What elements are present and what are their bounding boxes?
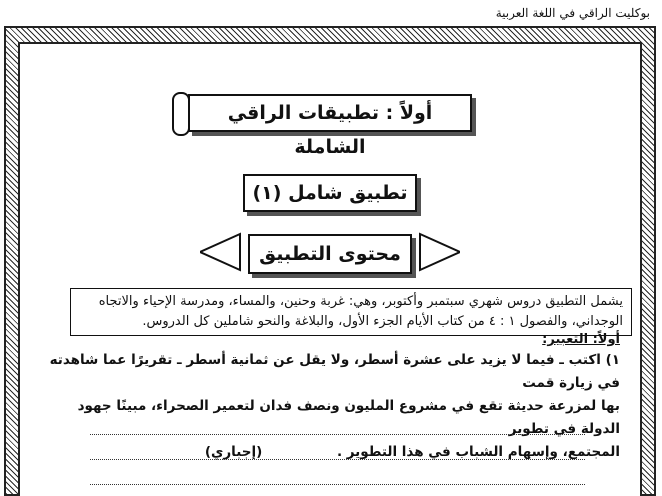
sub-banner-wrap xyxy=(20,174,640,212)
content-line-2: الوجداني، والفصول ١ : ٤ من كتاب الأيام الجزء الأول، والبلاغة والنحو شاملين كل الدروس. xyxy=(142,314,623,329)
section-title: أولاً: التعبير: xyxy=(542,332,620,347)
page-frame xyxy=(4,26,656,496)
sub-banner-title: تطبيق شامل (١) xyxy=(252,182,408,204)
question-line-1: ١) اكتب ـ فيما لا يزيد على عشرة أسطر، ولا يقل عن ثمانية أسطر ـ تقريرًا عما شاهدته في زيارة قمت xyxy=(49,352,620,391)
question-line-3 xyxy=(40,441,620,464)
content-banner-title: محتوى التطبيق xyxy=(259,243,401,265)
main-banner-title: أولاً : تطبيقات الراقي الشاملة xyxy=(227,102,433,158)
main-banner xyxy=(188,94,472,158)
content-banner-wrap xyxy=(20,234,640,274)
mandatory-tag: (إجباري) xyxy=(204,444,263,460)
answer-line-1[interactable] xyxy=(90,434,585,435)
answer-line-2[interactable] xyxy=(90,459,585,460)
content-line-1: يشمل التطبيق دروس شهري سبتمبر وأكتوبر، وهي: غربة وحنين، والمساء، ومدرسة الإحياء والاتجاه xyxy=(98,294,623,309)
scroll-left-decoration xyxy=(172,92,190,136)
content-description-box xyxy=(70,288,632,336)
question-paragraph xyxy=(40,349,620,464)
inner-frame xyxy=(18,42,642,496)
answer-line-3[interactable] xyxy=(90,484,585,485)
question-line-3-text: المجتمع، وإسهام الشباب في هذا التطوير . xyxy=(336,444,620,460)
question-line-2: بها لمزرعة حديثة تقع في مشروع المليون ونصف فدان لتعمير الصحراء، مبينًا جهود الدولة في تطوير xyxy=(77,398,620,437)
book-title: بوكليت الراقي في اللغة العربية xyxy=(495,6,650,20)
content-banner xyxy=(248,234,412,274)
main-banner-wrap xyxy=(20,94,640,158)
sub-banner xyxy=(243,174,417,212)
